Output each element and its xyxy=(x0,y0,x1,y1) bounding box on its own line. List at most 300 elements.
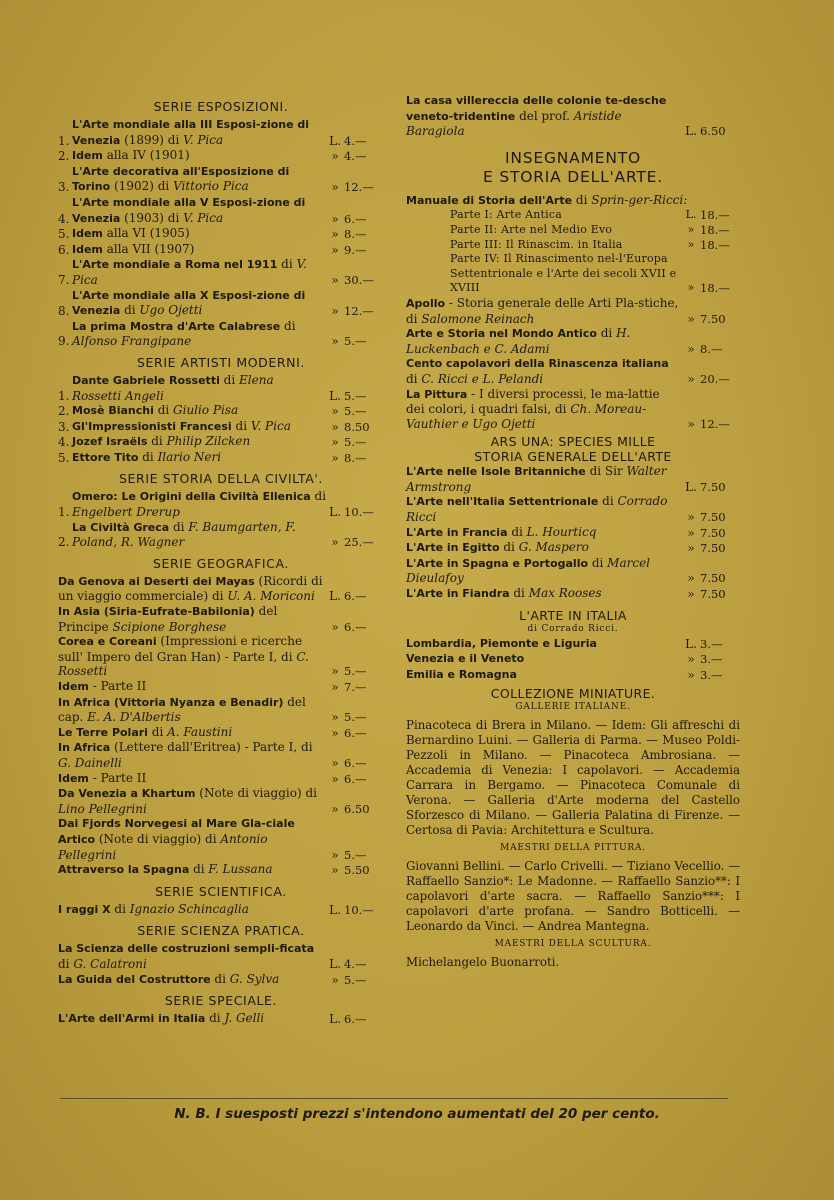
manual-part xyxy=(406,252,740,296)
entry-bold: Da Genova ai Deserti dei Mayas xyxy=(58,574,255,588)
entry-ital: A. Faustini xyxy=(167,724,233,739)
price: 6.— xyxy=(344,755,367,770)
catalog-entry xyxy=(58,403,384,419)
italia-entries xyxy=(406,636,740,683)
entry-ital: V. Pica xyxy=(183,132,224,147)
entry-bold: Lombardia, Piemonte e Liguria xyxy=(406,636,597,650)
price-mark: L. xyxy=(685,208,697,222)
entry-title xyxy=(406,356,682,386)
catalog-entry xyxy=(58,148,384,164)
entry-title xyxy=(406,464,682,494)
price-mark: L. xyxy=(329,902,341,917)
price-mark: » xyxy=(331,863,339,878)
price: 18.— xyxy=(700,237,730,252)
price-mark: » xyxy=(687,416,695,431)
entry-rest: di xyxy=(588,555,608,570)
entry-rest: di xyxy=(205,1011,225,1026)
entry-title xyxy=(58,786,326,816)
catalog-entry xyxy=(406,464,740,494)
entry-title xyxy=(72,195,326,226)
entry-number: 4. xyxy=(58,211,70,226)
price-mark: » xyxy=(331,304,339,319)
entry-title xyxy=(58,1011,326,1027)
price-mark: » xyxy=(331,450,339,465)
entry-title xyxy=(406,540,682,556)
entry-rest: alla VI (1905) xyxy=(102,226,190,241)
catalog-entry xyxy=(58,574,384,604)
price: 12.— xyxy=(344,304,374,319)
entry-title xyxy=(58,941,326,971)
price: 6.— xyxy=(344,211,367,226)
entry-bold: Corea e Coreani xyxy=(58,635,157,649)
catalog-entry xyxy=(58,604,384,634)
entry-bold: L'Arte in Spagna e Portogallo xyxy=(406,556,589,570)
catalog-entry xyxy=(58,419,384,435)
entry-rest: (Lettere dall'Eritrea) - Parte I, di xyxy=(110,740,313,755)
section-heading: SERIE ARTISTI MODERNI. xyxy=(137,354,305,370)
price-mark: L. xyxy=(329,133,341,148)
price: 8.— xyxy=(344,227,367,242)
price: 3.— xyxy=(700,636,723,651)
entry-rest: di xyxy=(169,519,189,534)
entry-title xyxy=(72,450,326,466)
entry-ital: Vittorio Pica xyxy=(173,179,249,194)
entry-number: 5. xyxy=(58,227,70,242)
price-mark: » xyxy=(687,525,695,540)
price-mark: » xyxy=(331,180,339,195)
price-mark: » xyxy=(331,972,339,987)
entry-rest: di xyxy=(210,971,230,986)
catalog-entry xyxy=(58,434,384,450)
price-mark: » xyxy=(331,211,339,226)
entry-number: 5. xyxy=(58,450,70,465)
entry-number: 3. xyxy=(58,180,70,195)
price-mark: » xyxy=(331,710,339,725)
entry-bold: Emilia e Romagna xyxy=(406,667,517,681)
price: 7.50 xyxy=(700,571,726,586)
price: 6.— xyxy=(344,725,367,740)
entry-bold: Jozef Israëls xyxy=(72,435,148,449)
entry-ital: Marcel Dieulafoy xyxy=(406,555,651,586)
entry-bold: Cento capolavori della Rinascenza italiana xyxy=(406,357,669,371)
entry-bold: L'Arte decorativa all'Esposizione di Torino xyxy=(72,164,290,194)
price-mark: » xyxy=(331,725,339,740)
price: 8.— xyxy=(700,341,723,356)
entry-ital: F. Baumgarten, F. Poland, R. Wagner xyxy=(72,519,296,550)
price-mark: » xyxy=(687,341,695,356)
price: 20.— xyxy=(700,371,730,386)
catalog-entry xyxy=(406,651,740,667)
price: 5.— xyxy=(344,388,367,403)
catalog-entry xyxy=(58,634,384,679)
entry-bold: L'Arte nell'Italia Settentrionale xyxy=(406,495,599,509)
entry-ital: Scipione Borghese xyxy=(112,619,227,634)
manual-entry: Manuale di Storia dell'Arte di Sprin-ger-Ricci: xyxy=(406,192,688,207)
entry-rest: alla IV (1901) xyxy=(102,148,190,163)
price-mark: » xyxy=(331,801,339,816)
entry-rest: alla VII (1907) xyxy=(102,241,195,256)
entry-number: 6. xyxy=(58,242,70,257)
price: 7.— xyxy=(344,680,367,694)
entry-ital: L. Hourticq xyxy=(526,524,597,539)
entry-title xyxy=(72,319,326,349)
catalog-entry xyxy=(58,941,384,971)
entry-ital: Elena Rossetti Angeli xyxy=(72,372,274,403)
section-heading: SERIE GEOGRAFICA. xyxy=(152,555,290,571)
entry-rest: di xyxy=(147,434,167,449)
entry-bold: Arte e Storia nel Mondo Antico xyxy=(406,327,597,341)
entry-bold: L'Arte mondiale a Roma nel 1911 xyxy=(72,258,278,272)
price-mark: » xyxy=(687,541,695,556)
entry-rest: di xyxy=(58,956,74,971)
entry-number: 3. xyxy=(58,419,70,434)
part-label: Parte III: Il Rinascim. in Italia xyxy=(450,237,623,251)
price: 7.50 xyxy=(700,587,726,602)
price-mark: » xyxy=(331,334,339,349)
entry-rest: di xyxy=(277,257,297,272)
entry-rest: - I diversi processi, le ma-lattie dei colori, i quadri falsi, di xyxy=(406,386,660,417)
price-mark: » xyxy=(331,272,339,287)
entry-title xyxy=(406,387,682,432)
catalog-entry xyxy=(58,195,384,226)
price-mark: » xyxy=(331,771,339,786)
entry-bold: Dante Gabriele Rossetti xyxy=(72,373,220,387)
ars-entries xyxy=(406,464,740,601)
entry-bold: Idem xyxy=(58,771,89,785)
price-mark: » xyxy=(331,149,339,164)
catalog-entry xyxy=(406,494,740,524)
misc-entries xyxy=(406,296,740,431)
price: 5.50 xyxy=(344,863,370,878)
entry-title xyxy=(406,667,682,683)
entry-title xyxy=(72,257,326,287)
manual-part xyxy=(406,208,740,223)
entry-rest: di xyxy=(310,489,327,504)
entry-rest: di xyxy=(507,524,527,539)
entry-title xyxy=(72,148,326,164)
entry-title xyxy=(58,574,326,604)
price: 7.50 xyxy=(700,525,726,540)
entry-title xyxy=(58,740,326,770)
entry-title xyxy=(72,117,326,148)
entry-title xyxy=(72,489,326,519)
entry-title xyxy=(406,636,682,652)
entry-title xyxy=(58,725,326,741)
price: 30.— xyxy=(344,272,374,287)
price: 6.— xyxy=(344,1012,367,1027)
entry-ital: C. Rossetti xyxy=(58,649,309,679)
entry-rest: (Ricordi di un viaggio commerciale) di xyxy=(58,573,323,604)
entry-rest: di xyxy=(598,494,618,509)
gallerie-heading: GALLERIE ITALIANE. xyxy=(515,702,631,713)
entry-bold: Idem xyxy=(72,149,103,163)
catalog-entry xyxy=(58,450,384,466)
price: 10.— xyxy=(344,902,374,917)
catalog-entry xyxy=(58,902,384,918)
entry-ital: Ignazio Schincaglia xyxy=(129,901,249,916)
italia-subheading: di Corrado Ricci. xyxy=(527,623,619,634)
price: 5.— xyxy=(344,404,367,419)
price: 7.50 xyxy=(700,479,726,494)
entry-bold: La Pittura xyxy=(406,387,468,401)
entry-title xyxy=(58,679,326,695)
entry-rest: (Note di viaggio) di xyxy=(95,831,221,846)
entry-rest: - Storia generale delle Arti Pla-stiche, di xyxy=(406,295,679,326)
pittura-heading: MAESTRI DELLA PITTURA. xyxy=(500,843,646,854)
price: 5.— xyxy=(344,435,367,450)
entry-title xyxy=(58,862,326,878)
catalog-entry xyxy=(58,1011,384,1027)
catalog-entry xyxy=(58,117,384,148)
entry-rest: - Parte II xyxy=(88,770,147,785)
part-label: Parte II: Arte nel Medio Evo xyxy=(450,222,613,236)
entry-title xyxy=(72,373,326,403)
entry-bold: La Guida del Costruttore xyxy=(58,972,211,986)
catalog-entry xyxy=(58,862,384,878)
section-heading: SERIE SPECIALE. xyxy=(164,993,278,1009)
price: 6.— xyxy=(344,589,367,604)
price: 18.— xyxy=(700,222,730,237)
entry-rest: di xyxy=(138,449,158,464)
italia-heading: L'ARTE IN ITALIA xyxy=(519,607,627,623)
catalog-entry xyxy=(406,556,740,586)
entry-title xyxy=(406,494,682,524)
entry-bold: In Asia (Siria-Eufrate-Babilonia) xyxy=(58,605,255,619)
price: 8.50 xyxy=(344,419,370,434)
entry-ital: Walter Armstrong xyxy=(406,464,667,494)
entry-bold: L'Arte mondiale alla X Esposi-zione di Venezia xyxy=(72,288,306,318)
entry-title xyxy=(72,226,326,242)
entry-rest: di xyxy=(189,862,209,877)
entry-bold: Mosè Bianchi xyxy=(72,404,154,418)
price: 7.50 xyxy=(700,541,726,556)
price-mark: L. xyxy=(329,589,341,604)
catalog-entry xyxy=(58,257,384,287)
catalog-entry xyxy=(406,387,740,432)
ars-heading: ARS UNA: SPECIES MILLE STORIA GENERALE DELL'ARTE xyxy=(474,434,672,465)
entry-ital: Lino Pellegrini xyxy=(58,801,147,816)
scultura-heading: MAESTRI DELLA SCULTURA. xyxy=(494,939,652,950)
entry-title xyxy=(58,771,326,787)
price: 4.— xyxy=(344,149,367,164)
entry-number: 2. xyxy=(58,535,70,550)
price: 25.— xyxy=(344,535,374,550)
section-heading: SERIE STORIA DELLA CIVILTA'. xyxy=(119,471,323,487)
price-mark: » xyxy=(687,281,695,295)
entry-bold: L'Arte nelle Isole Britanniche xyxy=(406,465,586,479)
catalog-entry xyxy=(58,786,384,816)
entry-rest: del cap. xyxy=(58,694,306,725)
entry-ital: Giulio Pisa xyxy=(173,403,239,418)
entry-ital: V. Pica xyxy=(183,210,224,225)
price-mark: L. xyxy=(329,505,341,520)
price: 12.— xyxy=(344,180,374,195)
entry-rest: - Parte II xyxy=(88,679,147,693)
price: 3.— xyxy=(700,652,723,667)
entry-title xyxy=(72,434,326,450)
price-mark: L. xyxy=(329,388,341,403)
price: 7.50 xyxy=(700,510,726,525)
entry-ital: G. Maspero xyxy=(518,540,589,555)
left-column xyxy=(58,93,384,1027)
price-mark: » xyxy=(687,667,695,682)
catalog-entry xyxy=(58,242,384,258)
price: 18.— xyxy=(700,281,730,296)
price: 5.— xyxy=(344,334,367,349)
entry-ital: U. A. Moriconi xyxy=(227,589,315,604)
catalog-entry xyxy=(58,520,384,550)
entry-title xyxy=(72,288,326,319)
entry-ital: H. Luckenbach e C. Adami xyxy=(406,326,631,356)
price: 5.— xyxy=(344,710,367,725)
entry-bold: Idem xyxy=(72,242,103,256)
price-mark: » xyxy=(331,419,339,434)
entry-bold: L'Arte mondiale alla III Esposi-zione di Venezia xyxy=(72,118,310,147)
entry-rest: di xyxy=(280,318,296,333)
entry-rest: (1899) di xyxy=(120,132,184,147)
catalog-entry xyxy=(406,636,740,652)
entry-ital: G. Sylva xyxy=(229,971,280,986)
entry-title xyxy=(406,556,682,586)
entry-number: 2. xyxy=(58,404,70,419)
price-mark: L. xyxy=(685,479,697,494)
price-mark: L. xyxy=(685,636,697,651)
entry-bold: Le Terre Polari xyxy=(58,725,148,739)
price: 6.— xyxy=(344,619,367,634)
entry-title xyxy=(406,296,682,326)
entry-title xyxy=(58,634,326,679)
price: 3.— xyxy=(700,667,723,682)
price-mark: » xyxy=(331,435,339,450)
entry-rest: di Sir xyxy=(585,464,627,479)
price-mark: » xyxy=(687,571,695,586)
entry-title xyxy=(58,604,326,634)
entry-title xyxy=(72,419,326,435)
entry-title xyxy=(58,902,326,918)
entry-rest: di xyxy=(509,586,529,601)
price-mark: » xyxy=(687,237,695,251)
entry-bold: Idem xyxy=(58,680,89,693)
entry-title xyxy=(406,525,682,541)
price-mark: » xyxy=(331,535,339,550)
price: 5.— xyxy=(344,664,367,679)
entry-bold: Dai Fjords Norvegesi al Mare Gla-ciale Artico xyxy=(58,817,295,846)
entry-bold: L'Arte mondiale alla V Esposi-zione di Venezia xyxy=(72,195,306,225)
entry-rest: di xyxy=(231,418,251,433)
entry-ital: Ch. Moreau-Vauthier e Ugo Ojetti xyxy=(406,402,647,431)
entry-title xyxy=(72,242,326,258)
entry-rest: (1903) di xyxy=(120,210,184,225)
catalog-entry xyxy=(406,326,740,356)
catalog-entry xyxy=(406,667,740,683)
entry-rest: di xyxy=(499,540,519,555)
entry-ital: E. A. D'Albertis xyxy=(87,710,181,725)
catalog-entry xyxy=(58,489,384,519)
entry-bold: Idem xyxy=(72,227,103,241)
entry-ital: C. Ricci e L. Pelandi xyxy=(421,371,544,386)
price: 6.50 xyxy=(344,801,370,816)
catalog-entry xyxy=(406,586,740,602)
price-mark: L. xyxy=(329,1012,341,1027)
price-mark: » xyxy=(687,652,695,667)
price-mark: » xyxy=(687,222,695,236)
pittura-text: Giovanni Bellini. — Carlo Crivelli. — Tiziano Vecellio. — Raffaello Sanzio*: Le Madonne. — Raffaello Sanzio**: I capolavori d'arte sacra. — Raffaello Sanzio***: I capolavori d'arte profana. — Sandro Botticelli. — Leonardo da Vinci. — Andrea Mantegna. xyxy=(406,859,740,934)
entry-rest: (1902) di xyxy=(110,179,174,194)
entry-ital: Engelbert Drerup xyxy=(72,505,180,520)
entry-ital: G. Calatroni xyxy=(73,956,147,971)
entry-bold: In Africa (Vittoria Nyanza e Benadir) xyxy=(58,695,284,709)
price: 12.— xyxy=(700,416,730,431)
entry-bold: Omero: Le Origini della Civiltà Ellenica xyxy=(72,490,311,504)
catalog-entry xyxy=(406,525,740,541)
catalog-entry xyxy=(58,226,384,242)
price-mark: » xyxy=(331,847,339,862)
catalog-entry xyxy=(406,296,740,326)
entry-title xyxy=(58,816,326,862)
entry-bold: L'Arte dell'Armi in Italia xyxy=(58,1012,206,1026)
entry-bold: La prima Mostra d'Arte Calabrese xyxy=(72,319,281,333)
catalog-entry xyxy=(58,725,384,741)
entry-ital: Philip Zilcken xyxy=(166,434,251,449)
entry-ital: F. Lussana xyxy=(208,862,273,877)
entry-bold: La Civiltà Greca xyxy=(72,520,170,534)
footer-note: N. B. I suesposti prezzi s'intendono aumentati del 20 per cento. xyxy=(174,1106,660,1122)
entry-number: 9. xyxy=(58,334,70,349)
catalog-entry xyxy=(58,695,384,725)
price-mark: » xyxy=(687,587,695,602)
price-mark: » xyxy=(687,510,695,525)
footer-rule xyxy=(60,1098,728,1099)
entry-bold: La Scienza delle costruzioni sempli-ficata xyxy=(58,942,315,956)
price: 18.— xyxy=(700,208,730,223)
price: 7.50 xyxy=(700,311,726,326)
entry-rest: (Note di viaggio) di xyxy=(195,786,317,801)
entry-bold: Venezia e il Veneto xyxy=(406,652,525,666)
entry-number: 2. xyxy=(58,149,70,164)
catalog-entry xyxy=(58,288,384,319)
catalog-entry xyxy=(406,540,740,556)
entry-rest: di xyxy=(153,403,174,418)
entry-bold: Ettore Tito xyxy=(72,450,139,464)
scultura-text: Michelangelo Buonarroti. xyxy=(406,955,560,970)
entry-number: 7. xyxy=(58,272,70,287)
entry-bold: Attraverso la Spagna xyxy=(58,863,190,877)
entry-title xyxy=(72,403,326,419)
entry-rest: (Impressioni e ricerche sull' Impero del Gran Han) - Parte I, di xyxy=(58,634,303,664)
entry-title xyxy=(406,326,682,356)
entry-ital: G. Dainelli xyxy=(58,755,122,770)
price-mark: » xyxy=(687,371,695,386)
entry-ital: Salomone Reinach xyxy=(421,311,535,326)
entry-rest: del Principe xyxy=(58,604,278,634)
entry-bold: Apollo xyxy=(406,296,446,310)
entry-bold: Gl'Impressionisti Francesi xyxy=(72,419,232,433)
insegnamento-heading: INSEGNAMENTO E STORIA DELL'ARTE. xyxy=(483,148,663,186)
entry-number: 1. xyxy=(58,133,70,148)
price-mark: » xyxy=(331,227,339,242)
entry-title xyxy=(72,164,326,195)
top-entry: La casa villereccia delle colonie te-desche veneto-tridentine del prof. Aristide Baragiola L. 6.50 xyxy=(406,94,726,139)
collezione-heading: COLLEZIONE MINIATURE. xyxy=(490,686,656,702)
entry-number: 1. xyxy=(58,388,70,403)
entry-rest: di xyxy=(219,372,240,387)
manual-part xyxy=(406,238,740,253)
price-mark: » xyxy=(331,404,339,419)
price-mark: » xyxy=(331,755,339,770)
price-mark: » xyxy=(331,664,339,679)
entry-rest: di xyxy=(596,326,617,341)
price: 5.— xyxy=(344,847,367,862)
